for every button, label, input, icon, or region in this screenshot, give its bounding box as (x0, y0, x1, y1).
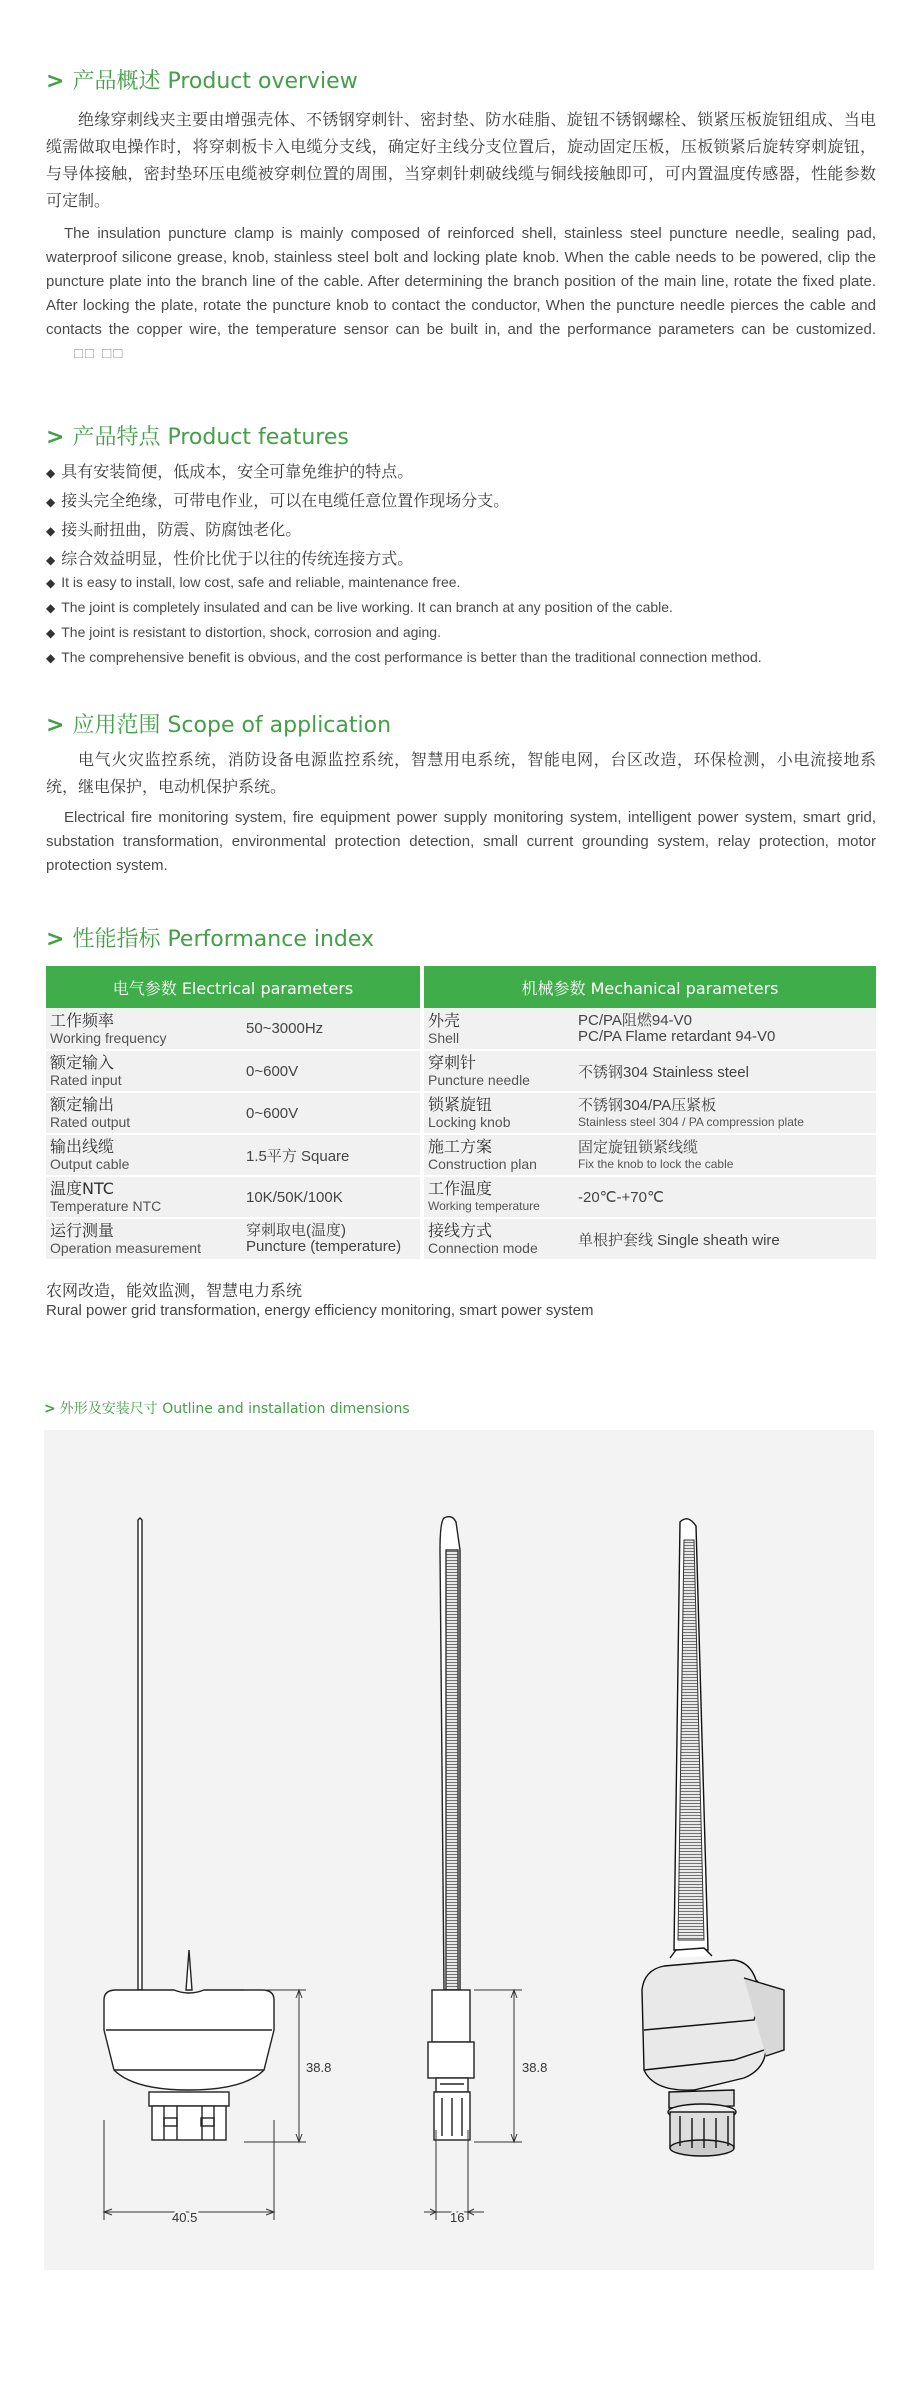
table-row (46, 1008, 876, 1050)
dimension-drawing-panel (44, 1430, 874, 2270)
param-label-cn: 工作温度 (428, 1179, 493, 1198)
param-value: PC/PA阻燃94-V0 (578, 1011, 692, 1029)
side-view (424, 1517, 522, 2220)
param-value: 不锈钢304 Stainless steel (578, 1063, 749, 1081)
dimensions-title (44, 1398, 410, 1418)
diamond-bullet-icon: ◆ (46, 495, 56, 509)
header-electrical: 电气参数 Electrical parameters (46, 966, 420, 1008)
param-value-en: Puncture (temperature) (246, 1238, 402, 1255)
isometric-view (642, 1519, 784, 2156)
performance-title-en: Performance index (167, 927, 375, 952)
param-label-cn: 额定输入 (50, 1053, 115, 1072)
features-title-cn: 产品特点 (72, 425, 161, 450)
param-label-cn: 接线方式 (428, 1221, 493, 1240)
param-value: 单根护套线 Single sheath wire (578, 1231, 780, 1249)
table-row (46, 1218, 876, 1260)
header-mechanical: 机械参数 Mechanical parameters (424, 966, 876, 1008)
param-value: -20℃-+70℃ (578, 1189, 664, 1206)
features-title-en: Product features (167, 425, 349, 450)
diamond-bullet-icon: ◆ (46, 524, 56, 538)
param-label-en: Construction plan (428, 1156, 537, 1172)
diamond-bullet-icon: ◆ (46, 576, 56, 590)
chevron-right-icon: > (46, 69, 65, 94)
dimensions-title-cn: 外形及安装尺寸 (59, 1401, 158, 1417)
param-value: 穿刺取电(温度) (246, 1222, 346, 1239)
dim-height-mid: 38.8 (522, 2060, 548, 2075)
performance-note-cn: 农网改造，能效监测，智慧电力系统 (46, 1281, 303, 1300)
overview-title (46, 64, 358, 95)
chevron-right-icon: > (46, 927, 65, 952)
feature-cn-1: 接头完全绝缘，可带电作业，可以在电缆任意位置作现场分支。 (61, 491, 510, 510)
param-label-en: Rated input (50, 1072, 122, 1088)
feature-cn-0: 具有安装简便，低成本，安全可靠免维护的特点。 (61, 462, 414, 481)
param-value-en: Fix the knob to lock the cable (578, 1157, 734, 1171)
overview-title-en: Product overview (167, 69, 358, 94)
dimension-drawing-svg (44, 1430, 874, 2270)
list-item (46, 516, 886, 545)
param-value: 固定旋钮锁紧线缆 (578, 1139, 699, 1156)
param-label-en: Operation measurement (50, 1240, 201, 1256)
param-label-en: Temperature NTC (50, 1198, 162, 1214)
list-item (46, 570, 896, 595)
features-title (46, 420, 349, 451)
strip-outline (138, 1518, 142, 1990)
table-row (46, 1092, 876, 1134)
feature-cn-3: 综合效益明显，性价比优于以往的传统连接方式。 (61, 549, 414, 568)
param-label-cn: 施工方案 (428, 1137, 493, 1156)
param-label-cn: 运行测量 (50, 1221, 115, 1240)
dim-width-mid: 16 (450, 2210, 465, 2225)
dim-height-left: 38.8 (306, 2060, 332, 2075)
dimensions-title-en: Outline and installation dimensions (162, 1401, 410, 1417)
performance-note-en: Rural power grid transformation, energy efficiency monitoring, smart power system (46, 1302, 594, 1319)
feature-en-2: The joint is resistant to distortion, shock, corrosion and aging. (61, 624, 441, 640)
chevron-right-icon: > (44, 1401, 56, 1417)
table-row (46, 1134, 876, 1176)
param-value: 50~3000Hz (246, 1020, 324, 1037)
param-label-en: Locking knob (428, 1114, 511, 1130)
overview-para-en (46, 222, 876, 366)
param-label-en: Connection mode (428, 1240, 538, 1256)
chevron-right-icon: > (46, 425, 65, 450)
diamond-bullet-icon: ◆ (46, 651, 56, 665)
scope-title-cn: 应用范围 (72, 713, 161, 738)
overview-para-cn: 绝缘穿刺线夹主要由增强壳体、不锈钢穿刺针、密封垫、防水硅脂、旋钮不锈钢螺栓、锁紧压板旋钮组成、当电缆需做取电操作时，将穿刺板卡入电缆分支线，确定好主线分支位置后，旋动固定压板，压板锁紧后旋转穿刺旋钮，与导体接触，密封垫环压电缆被穿刺位置的周围，当穿刺针刺破线缆与铜线接触即可，可内置温度传感器，性能参数可定制。 (46, 110, 876, 210)
param-value: 1.5平方 Square (246, 1147, 350, 1165)
scope-title-en: Scope of application (167, 713, 392, 738)
param-label-cn: 温度NTC (50, 1179, 114, 1198)
overview-tail-boxes: □□ □□ (74, 345, 125, 362)
feature-en-0: It is easy to install, low cost, safe and reliable, maintenance free. (61, 574, 461, 590)
scope-para-en: Electrical fire monitoring system, fire equipment power supply monitoring system, intelligent power system, smart grid, substation transformation, environmental protection detection, small current grounding system, relay protection, motor protection system. (46, 809, 876, 874)
param-label-cn: 锁紧旋钮 (428, 1095, 493, 1114)
feature-cn-2: 接头耐扭曲，防震、防腐蚀老化。 (61, 520, 302, 539)
table-row (46, 1050, 876, 1092)
param-value: 10K/50K/100K (246, 1188, 343, 1206)
list-item (46, 645, 896, 670)
overview-title-cn: 产品概述 (72, 69, 161, 94)
diamond-bullet-icon: ◆ (46, 601, 56, 615)
param-label-en: Working temperature (428, 1199, 540, 1213)
param-label-en: Output cable (50, 1156, 130, 1172)
param-label-en: Shell (428, 1029, 460, 1046)
param-label-en: Puncture needle (428, 1072, 530, 1088)
table-header-row (46, 966, 876, 1008)
param-label-en: Rated output (50, 1114, 131, 1130)
performance-title (46, 922, 374, 953)
chevron-right-icon: > (46, 713, 65, 738)
performance-title-cn: 性能指标 (72, 927, 161, 952)
param-label-cn: 穿刺针 (428, 1053, 477, 1072)
param-value-en: Stainless steel 304 / PA compression plate (578, 1115, 804, 1129)
param-value-en: PC/PA Flame retardant 94-V0 (578, 1027, 776, 1045)
features-list-en (46, 570, 896, 670)
list-item (46, 595, 896, 620)
list-item (46, 458, 886, 487)
diamond-bullet-icon: ◆ (46, 553, 56, 567)
dim-width-left: 40.5 (172, 2210, 198, 2225)
table-row (46, 1176, 876, 1218)
diamond-bullet-icon: ◆ (46, 626, 56, 640)
features-list-cn (46, 458, 886, 574)
param-value: 0~600V (246, 1104, 299, 1122)
front-view (104, 1518, 306, 2220)
param-label-cn: 输出线缆 (50, 1137, 115, 1156)
performance-table (46, 966, 876, 1261)
scope-para-cn: 电气火灾监控系统，消防设备电源监控系统，智慧用电系统，智能电网，台区改造，环保检测，小电流接地系统，继电保护，电动机保护系统。 (46, 750, 876, 796)
param-value: 0~600V (246, 1062, 299, 1080)
feature-en-3: The comprehensive benefit is obvious, and the cost performance is better than the traditional connection method. (61, 649, 762, 665)
param-label-cn: 额定输出 (50, 1095, 115, 1114)
list-item (46, 620, 896, 645)
diamond-bullet-icon: ◆ (46, 466, 56, 480)
param-label-cn: 外壳 (428, 1010, 461, 1030)
param-label-en: Working frequency (50, 1029, 167, 1046)
param-label-cn: 工作频率 (50, 1010, 115, 1030)
param-value: 不锈钢304/PA压紧板 (578, 1097, 717, 1114)
feature-en-1: The joint is completely insulated and can be live working. It can branch at any position of the cable. (61, 599, 673, 615)
list-item (46, 487, 886, 516)
overview-para-en-text: The insulation puncture clamp is mainly composed of reinforced shell, stainless steel puncture needle, sealing pad, waterproof silicone grease, knob, stainless steel bolt and locking plate knob. When the cable needs to be powered, clip the puncture plate into the branch line of the cable. After determining the branch position of the main line, rotate the fixed plate. After locking the plate, rotate the puncture knob to contact the conductor, When the puncture needle pierces the cable and contacts the copper wire, the temperature sensor can be built in, and the performance parameters can be customized. (46, 225, 876, 338)
scope-title (46, 708, 391, 739)
